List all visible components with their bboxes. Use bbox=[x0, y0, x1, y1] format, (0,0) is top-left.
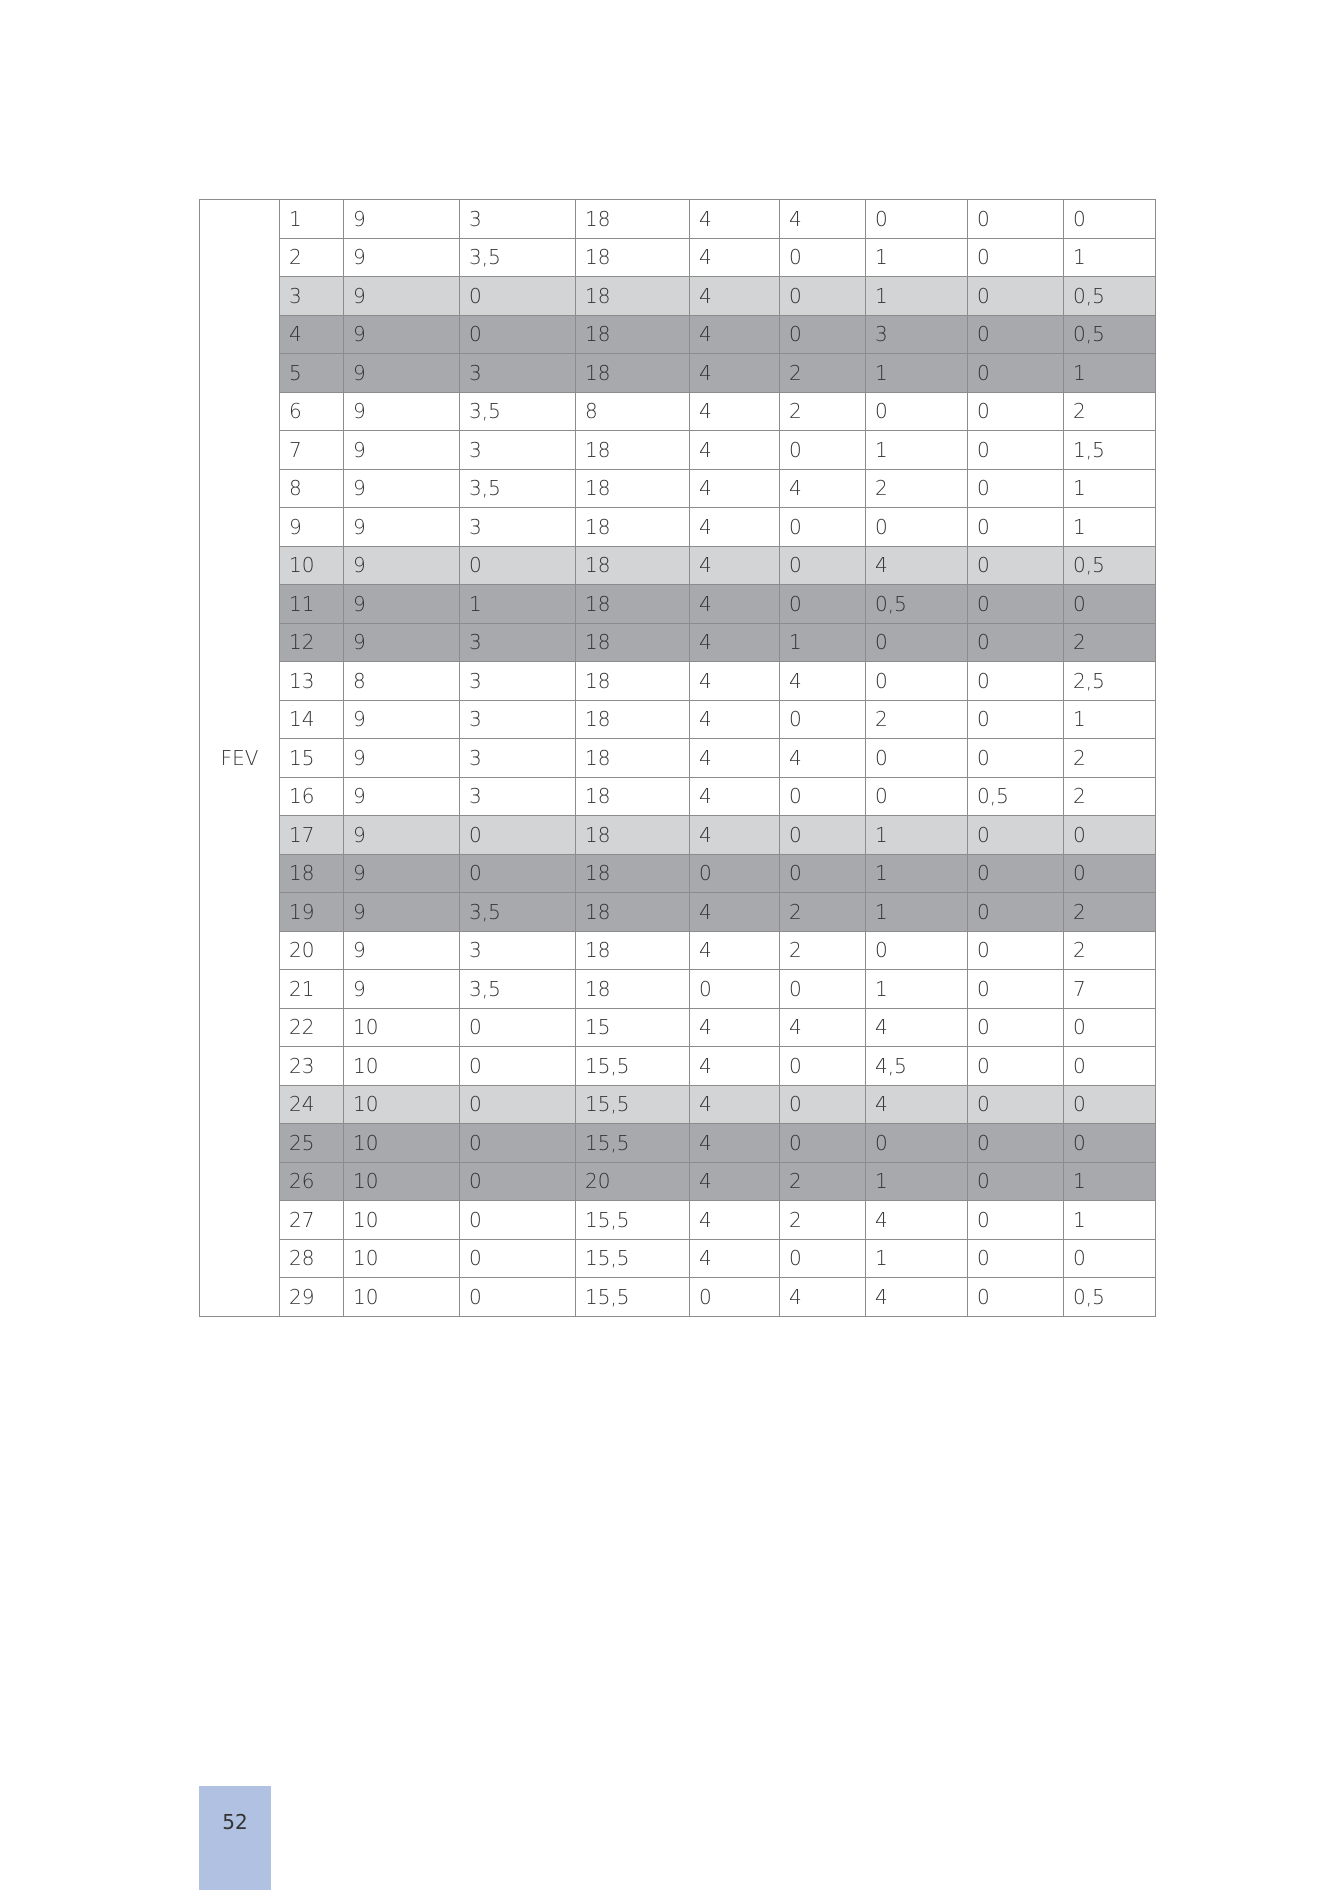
table-cell: 0 bbox=[866, 662, 968, 701]
table-cell: 21 bbox=[280, 970, 344, 1009]
table-cell: 3,5 bbox=[460, 970, 576, 1009]
table-cell: 4 bbox=[780, 1278, 866, 1317]
table-cell: 3 bbox=[280, 277, 344, 316]
table-cell: 0 bbox=[1064, 585, 1156, 624]
table-cell: 7 bbox=[1064, 970, 1156, 1009]
table-cell: 24 bbox=[280, 1085, 344, 1124]
table-cell: 0 bbox=[968, 700, 1064, 739]
table-cell: 0 bbox=[866, 623, 968, 662]
table-cell: 18 bbox=[576, 931, 690, 970]
table-cell: 25 bbox=[280, 1124, 344, 1163]
table-cell: 1 bbox=[1064, 508, 1156, 547]
table-cell: 1 bbox=[780, 623, 866, 662]
table-row bbox=[200, 1085, 1156, 1124]
table-cell: 15,5 bbox=[576, 1124, 690, 1163]
table-cell: 18 bbox=[576, 585, 690, 624]
table-cell: 0 bbox=[968, 431, 1064, 470]
table-cell: 0 bbox=[780, 700, 866, 739]
table-cell: 0 bbox=[1064, 1239, 1156, 1278]
table-cell: 4 bbox=[690, 1085, 780, 1124]
table-cell: 1 bbox=[1064, 238, 1156, 277]
table-cell: 1 bbox=[460, 585, 576, 624]
table-cell: 18 bbox=[576, 816, 690, 855]
table-cell: 18 bbox=[576, 238, 690, 277]
table-cell: 0 bbox=[460, 1239, 576, 1278]
table-cell: 28 bbox=[280, 1239, 344, 1278]
table-row bbox=[200, 392, 1156, 431]
table-cell: 1 bbox=[866, 893, 968, 932]
table-cell: 4 bbox=[690, 662, 780, 701]
table-cell: 9 bbox=[344, 354, 460, 393]
table-cell: 0 bbox=[460, 1201, 576, 1240]
table-row bbox=[200, 200, 1156, 239]
table-cell: 0,5 bbox=[1064, 1278, 1156, 1317]
table-cell: 18 bbox=[576, 508, 690, 547]
table-cell: 0 bbox=[968, 931, 1064, 970]
table-body bbox=[200, 200, 1156, 1317]
table-cell: 4 bbox=[690, 238, 780, 277]
table-cell: 9 bbox=[344, 508, 460, 547]
data-table bbox=[199, 199, 1156, 1317]
table-cell: 0 bbox=[780, 1047, 866, 1086]
table-cell: 5 bbox=[280, 354, 344, 393]
table-cell: 0 bbox=[968, 546, 1064, 585]
table-cell: 9 bbox=[344, 392, 460, 431]
page-number-box bbox=[199, 1786, 271, 1890]
table-row bbox=[200, 508, 1156, 547]
table-cell: 9 bbox=[344, 315, 460, 354]
table-cell: 3 bbox=[460, 431, 576, 470]
table-cell: 15,5 bbox=[576, 1201, 690, 1240]
table-cell: 0 bbox=[780, 970, 866, 1009]
table-cell: 20 bbox=[576, 1162, 690, 1201]
table-row bbox=[200, 585, 1156, 624]
table-cell: 0 bbox=[968, 1008, 1064, 1047]
table-cell: 1 bbox=[866, 1239, 968, 1278]
table-cell: 2 bbox=[280, 238, 344, 277]
table-cell: 0 bbox=[780, 585, 866, 624]
table-cell: 9 bbox=[344, 200, 460, 239]
table-cell: 10 bbox=[344, 1162, 460, 1201]
table-cell: 18 bbox=[576, 739, 690, 778]
table-cell: 10 bbox=[344, 1201, 460, 1240]
table-row bbox=[200, 354, 1156, 393]
table-cell: 1 bbox=[866, 354, 968, 393]
table-cell: 0 bbox=[460, 1124, 576, 1163]
table-cell: 0 bbox=[968, 200, 1064, 239]
table-cell: 10 bbox=[344, 1124, 460, 1163]
table-cell: 0 bbox=[780, 277, 866, 316]
table-cell: 0 bbox=[780, 315, 866, 354]
table-cell: 9 bbox=[344, 893, 460, 932]
table-cell: 0 bbox=[1064, 854, 1156, 893]
table-cell: 0,5 bbox=[866, 585, 968, 624]
table-cell: 0 bbox=[866, 777, 968, 816]
table-cell: 9 bbox=[344, 854, 460, 893]
table-cell: 4 bbox=[690, 431, 780, 470]
table-cell: 15 bbox=[576, 1008, 690, 1047]
table-cell: 4 bbox=[780, 662, 866, 701]
table-cell: 18 bbox=[576, 354, 690, 393]
table-cell: 0 bbox=[968, 1278, 1064, 1317]
table-cell: 0 bbox=[968, 893, 1064, 932]
table-cell: 4 bbox=[690, 739, 780, 778]
table-cell: 3 bbox=[460, 200, 576, 239]
table-cell: 10 bbox=[344, 1008, 460, 1047]
table-cell: 9 bbox=[280, 508, 344, 547]
table-cell: 4 bbox=[780, 739, 866, 778]
table-cell: 0 bbox=[968, 623, 1064, 662]
table-cell: 0 bbox=[1064, 200, 1156, 239]
table-cell: 0 bbox=[968, 854, 1064, 893]
table-cell: 18 bbox=[576, 315, 690, 354]
table-cell: 3 bbox=[460, 931, 576, 970]
table-cell: 0 bbox=[866, 739, 968, 778]
table-cell: 0 bbox=[968, 970, 1064, 1009]
table-cell: 4 bbox=[690, 816, 780, 855]
table-cell: 3 bbox=[460, 700, 576, 739]
table-cell: 0 bbox=[968, 1201, 1064, 1240]
table-cell: 4 bbox=[690, 277, 780, 316]
table-cell: 9 bbox=[344, 431, 460, 470]
table-cell: 4,5 bbox=[866, 1047, 968, 1086]
table-cell: 0 bbox=[968, 354, 1064, 393]
table-cell: 2 bbox=[1064, 777, 1156, 816]
table-cell: 4 bbox=[866, 1008, 968, 1047]
table-cell: 0 bbox=[968, 238, 1064, 277]
table-cell: 3 bbox=[866, 315, 968, 354]
table-row bbox=[200, 469, 1156, 508]
table-cell: 3 bbox=[460, 777, 576, 816]
table-cell: 1 bbox=[866, 1162, 968, 1201]
table-cell: 0 bbox=[968, 469, 1064, 508]
table-cell: 2 bbox=[780, 893, 866, 932]
table-row bbox=[200, 1008, 1156, 1047]
table-cell: 0 bbox=[968, 1239, 1064, 1278]
table-cell: 8 bbox=[576, 392, 690, 431]
table-cell: 0 bbox=[866, 931, 968, 970]
table-cell: 12 bbox=[280, 623, 344, 662]
table-cell: 0,5 bbox=[1064, 315, 1156, 354]
table-cell: 0 bbox=[690, 1278, 780, 1317]
table-cell: 1 bbox=[1064, 354, 1156, 393]
table-cell: 18 bbox=[576, 623, 690, 662]
table-cell: 0 bbox=[866, 392, 968, 431]
table-cell: 4 bbox=[690, 623, 780, 662]
table-cell: 0 bbox=[968, 816, 1064, 855]
table-cell: 1 bbox=[1064, 1162, 1156, 1201]
table-cell: 4 bbox=[866, 1278, 968, 1317]
table-cell: 1 bbox=[866, 238, 968, 277]
table-cell: 0 bbox=[780, 508, 866, 547]
table-cell: 2 bbox=[1064, 931, 1156, 970]
table-cell: 9 bbox=[344, 469, 460, 508]
table-cell: 18 bbox=[576, 777, 690, 816]
table-cell: 4 bbox=[690, 1124, 780, 1163]
table-cell: 18 bbox=[280, 854, 344, 893]
table-cell: 9 bbox=[344, 816, 460, 855]
table-row bbox=[200, 816, 1156, 855]
table-cell: 0 bbox=[968, 1124, 1064, 1163]
table-cell: 0 bbox=[460, 816, 576, 855]
table-cell: 2 bbox=[780, 931, 866, 970]
table-cell: 3,5 bbox=[460, 238, 576, 277]
table-cell: 17 bbox=[280, 816, 344, 855]
table-cell: 9 bbox=[344, 700, 460, 739]
table-cell: 9 bbox=[344, 777, 460, 816]
table-cell: 3,5 bbox=[460, 893, 576, 932]
table-cell: 10 bbox=[344, 1085, 460, 1124]
table-cell: 0 bbox=[1064, 1124, 1156, 1163]
table-cell: 0 bbox=[1064, 1085, 1156, 1124]
table-cell: 0 bbox=[968, 662, 1064, 701]
table-cell: 3 bbox=[460, 662, 576, 701]
table-cell: 0 bbox=[968, 508, 1064, 547]
table-cell: 20 bbox=[280, 931, 344, 970]
table-cell: 0 bbox=[1064, 1008, 1156, 1047]
table-cell: 2 bbox=[1064, 623, 1156, 662]
table-cell: 9 bbox=[344, 238, 460, 277]
table-cell: 8 bbox=[280, 469, 344, 508]
table-cell: 0 bbox=[780, 854, 866, 893]
table-cell: 2 bbox=[866, 700, 968, 739]
table-cell: 0 bbox=[460, 1085, 576, 1124]
table-cell: 6 bbox=[280, 392, 344, 431]
table-cell: 22 bbox=[280, 1008, 344, 1047]
table-cell: 0 bbox=[780, 816, 866, 855]
table-cell: 3,5 bbox=[460, 392, 576, 431]
table-cell: 0 bbox=[780, 238, 866, 277]
table-cell: 4 bbox=[690, 508, 780, 547]
table-cell: 0 bbox=[968, 315, 1064, 354]
table-cell: 0 bbox=[690, 970, 780, 1009]
table-cell: 3 bbox=[460, 739, 576, 778]
table-cell: 0 bbox=[460, 1162, 576, 1201]
table-cell: 2 bbox=[866, 469, 968, 508]
table-row bbox=[200, 1047, 1156, 1086]
table-cell: 9 bbox=[344, 546, 460, 585]
table-cell: 3 bbox=[460, 508, 576, 547]
table-cell: 0,5 bbox=[1064, 277, 1156, 316]
table-cell: 10 bbox=[280, 546, 344, 585]
table-cell: 23 bbox=[280, 1047, 344, 1086]
table-cell: 1 bbox=[1064, 469, 1156, 508]
table-cell: 18 bbox=[576, 277, 690, 316]
table-cell: 0 bbox=[1064, 816, 1156, 855]
table-cell: 18 bbox=[576, 431, 690, 470]
table-cell: 9 bbox=[344, 623, 460, 662]
table-cell: 4 bbox=[690, 469, 780, 508]
table-row bbox=[200, 1201, 1156, 1240]
table-cell: 0 bbox=[1064, 1047, 1156, 1086]
table-cell: 26 bbox=[280, 1162, 344, 1201]
table-cell: 3 bbox=[460, 354, 576, 393]
table-row bbox=[200, 931, 1156, 970]
table-row bbox=[200, 893, 1156, 932]
table-cell: 0 bbox=[460, 546, 576, 585]
table-cell: 18 bbox=[576, 970, 690, 1009]
table-row bbox=[200, 1124, 1156, 1163]
table-cell: 9 bbox=[344, 277, 460, 316]
table-cell: 18 bbox=[576, 200, 690, 239]
table-cell: 4 bbox=[690, 585, 780, 624]
table-cell: 4 bbox=[690, 1162, 780, 1201]
table-cell: 0 bbox=[866, 200, 968, 239]
table-cell: 4 bbox=[690, 315, 780, 354]
table-cell: 15 bbox=[280, 739, 344, 778]
table-cell: 0 bbox=[968, 1162, 1064, 1201]
table-cell: 2 bbox=[780, 1162, 866, 1201]
table-cell: 2 bbox=[1064, 893, 1156, 932]
table-cell: 2 bbox=[1064, 392, 1156, 431]
table-cell: 9 bbox=[344, 739, 460, 778]
table-cell: 15,5 bbox=[576, 1239, 690, 1278]
table-cell: 18 bbox=[576, 469, 690, 508]
table-row bbox=[200, 700, 1156, 739]
table-cell: 15,5 bbox=[576, 1085, 690, 1124]
table-cell: 0 bbox=[460, 1278, 576, 1317]
table-cell: 3 bbox=[460, 623, 576, 662]
table-cell: 4 bbox=[780, 469, 866, 508]
table-cell: 18 bbox=[576, 893, 690, 932]
table-cell: 1 bbox=[866, 431, 968, 470]
table-cell: 4 bbox=[690, 1008, 780, 1047]
table-cell: 0 bbox=[460, 277, 576, 316]
table-cell: 2 bbox=[780, 354, 866, 393]
table-row bbox=[200, 277, 1156, 316]
table-row bbox=[200, 739, 1156, 778]
table-cell: 10 bbox=[344, 1239, 460, 1278]
table-cell: 0,5 bbox=[968, 777, 1064, 816]
table-cell: 7 bbox=[280, 431, 344, 470]
table-cell: 2 bbox=[1064, 739, 1156, 778]
table-cell: 9 bbox=[344, 585, 460, 624]
table-cell: 0 bbox=[780, 431, 866, 470]
table-cell: 0 bbox=[780, 777, 866, 816]
table-cell: 13 bbox=[280, 662, 344, 701]
table-cell: 27 bbox=[280, 1201, 344, 1240]
table-cell: 8 bbox=[344, 662, 460, 701]
table-cell: 1 bbox=[280, 200, 344, 239]
table-cell: 4 bbox=[690, 1239, 780, 1278]
table-cell: 1 bbox=[1064, 1201, 1156, 1240]
table-row bbox=[200, 546, 1156, 585]
table-cell: 29 bbox=[280, 1278, 344, 1317]
table-cell: 4 bbox=[866, 1201, 968, 1240]
table-cell: 0 bbox=[780, 1239, 866, 1278]
table-row bbox=[200, 1162, 1156, 1201]
table-cell: 0,5 bbox=[1064, 546, 1156, 585]
table-cell: 4 bbox=[690, 546, 780, 585]
table-cell: 4 bbox=[690, 893, 780, 932]
table-cell: 0 bbox=[780, 1085, 866, 1124]
table-cell: 15,5 bbox=[576, 1278, 690, 1317]
table-cell: 4 bbox=[690, 1201, 780, 1240]
table-cell: 4 bbox=[780, 1008, 866, 1047]
table-cell: 0 bbox=[780, 546, 866, 585]
table-cell: 4 bbox=[866, 1085, 968, 1124]
table-row bbox=[200, 970, 1156, 1009]
table-cell: 4 bbox=[690, 1047, 780, 1086]
table-cell: 0 bbox=[866, 508, 968, 547]
table-cell: 18 bbox=[576, 854, 690, 893]
table-cell: 1 bbox=[866, 970, 968, 1009]
table-cell: 0 bbox=[690, 854, 780, 893]
table-cell: 4 bbox=[690, 354, 780, 393]
table-cell: 0 bbox=[866, 1124, 968, 1163]
table-cell: 9 bbox=[344, 970, 460, 1009]
table-cell: 3,5 bbox=[460, 469, 576, 508]
table-row bbox=[200, 1239, 1156, 1278]
table-row bbox=[200, 662, 1156, 701]
table-cell: 0 bbox=[968, 739, 1064, 778]
table-row bbox=[200, 854, 1156, 893]
table-cell: 10 bbox=[344, 1278, 460, 1317]
table-cell: 18 bbox=[576, 700, 690, 739]
table-row bbox=[200, 777, 1156, 816]
table-cell: 0 bbox=[460, 315, 576, 354]
table-cell: 0 bbox=[460, 1047, 576, 1086]
table-cell: 4 bbox=[690, 931, 780, 970]
table-cell: 0 bbox=[780, 1124, 866, 1163]
table-row bbox=[200, 431, 1156, 470]
table-cell: 0 bbox=[968, 277, 1064, 316]
table-cell: 1 bbox=[866, 277, 968, 316]
table-cell: 0 bbox=[968, 392, 1064, 431]
table-cell: 18 bbox=[576, 662, 690, 701]
table-cell: 0 bbox=[460, 1008, 576, 1047]
table-row bbox=[200, 315, 1156, 354]
table-cell: 2 bbox=[780, 1201, 866, 1240]
table-cell: 1,5 bbox=[1064, 431, 1156, 470]
table-cell: 11 bbox=[280, 585, 344, 624]
table-cell: 4 bbox=[866, 546, 968, 585]
table-cell: 0 bbox=[968, 1047, 1064, 1086]
table-cell: 0 bbox=[460, 854, 576, 893]
table-row bbox=[200, 623, 1156, 662]
table-cell: 10 bbox=[344, 1047, 460, 1086]
table-cell: 15,5 bbox=[576, 1047, 690, 1086]
table-cell: 16 bbox=[280, 777, 344, 816]
table-cell: 14 bbox=[280, 700, 344, 739]
table-cell: 4 bbox=[690, 200, 780, 239]
table-cell: 1 bbox=[866, 816, 968, 855]
table-cell: 18 bbox=[576, 546, 690, 585]
table-cell: 19 bbox=[280, 893, 344, 932]
table-cell: 2,5 bbox=[1064, 662, 1156, 701]
table-cell: 4 bbox=[690, 777, 780, 816]
table-cell: 4 bbox=[690, 392, 780, 431]
table-row bbox=[200, 1278, 1156, 1317]
table-cell: 0 bbox=[968, 585, 1064, 624]
table-cell: 9 bbox=[344, 931, 460, 970]
group-label-cell: FEV bbox=[200, 200, 280, 1317]
table-cell: 4 bbox=[280, 315, 344, 354]
table-cell: 2 bbox=[780, 392, 866, 431]
table-cell: 4 bbox=[780, 200, 866, 239]
table-cell: 1 bbox=[1064, 700, 1156, 739]
table-cell: 4 bbox=[690, 700, 780, 739]
page-number: 52 bbox=[222, 1810, 248, 1834]
table-row bbox=[200, 238, 1156, 277]
table-cell: 0 bbox=[968, 1085, 1064, 1124]
table-cell: 1 bbox=[866, 854, 968, 893]
